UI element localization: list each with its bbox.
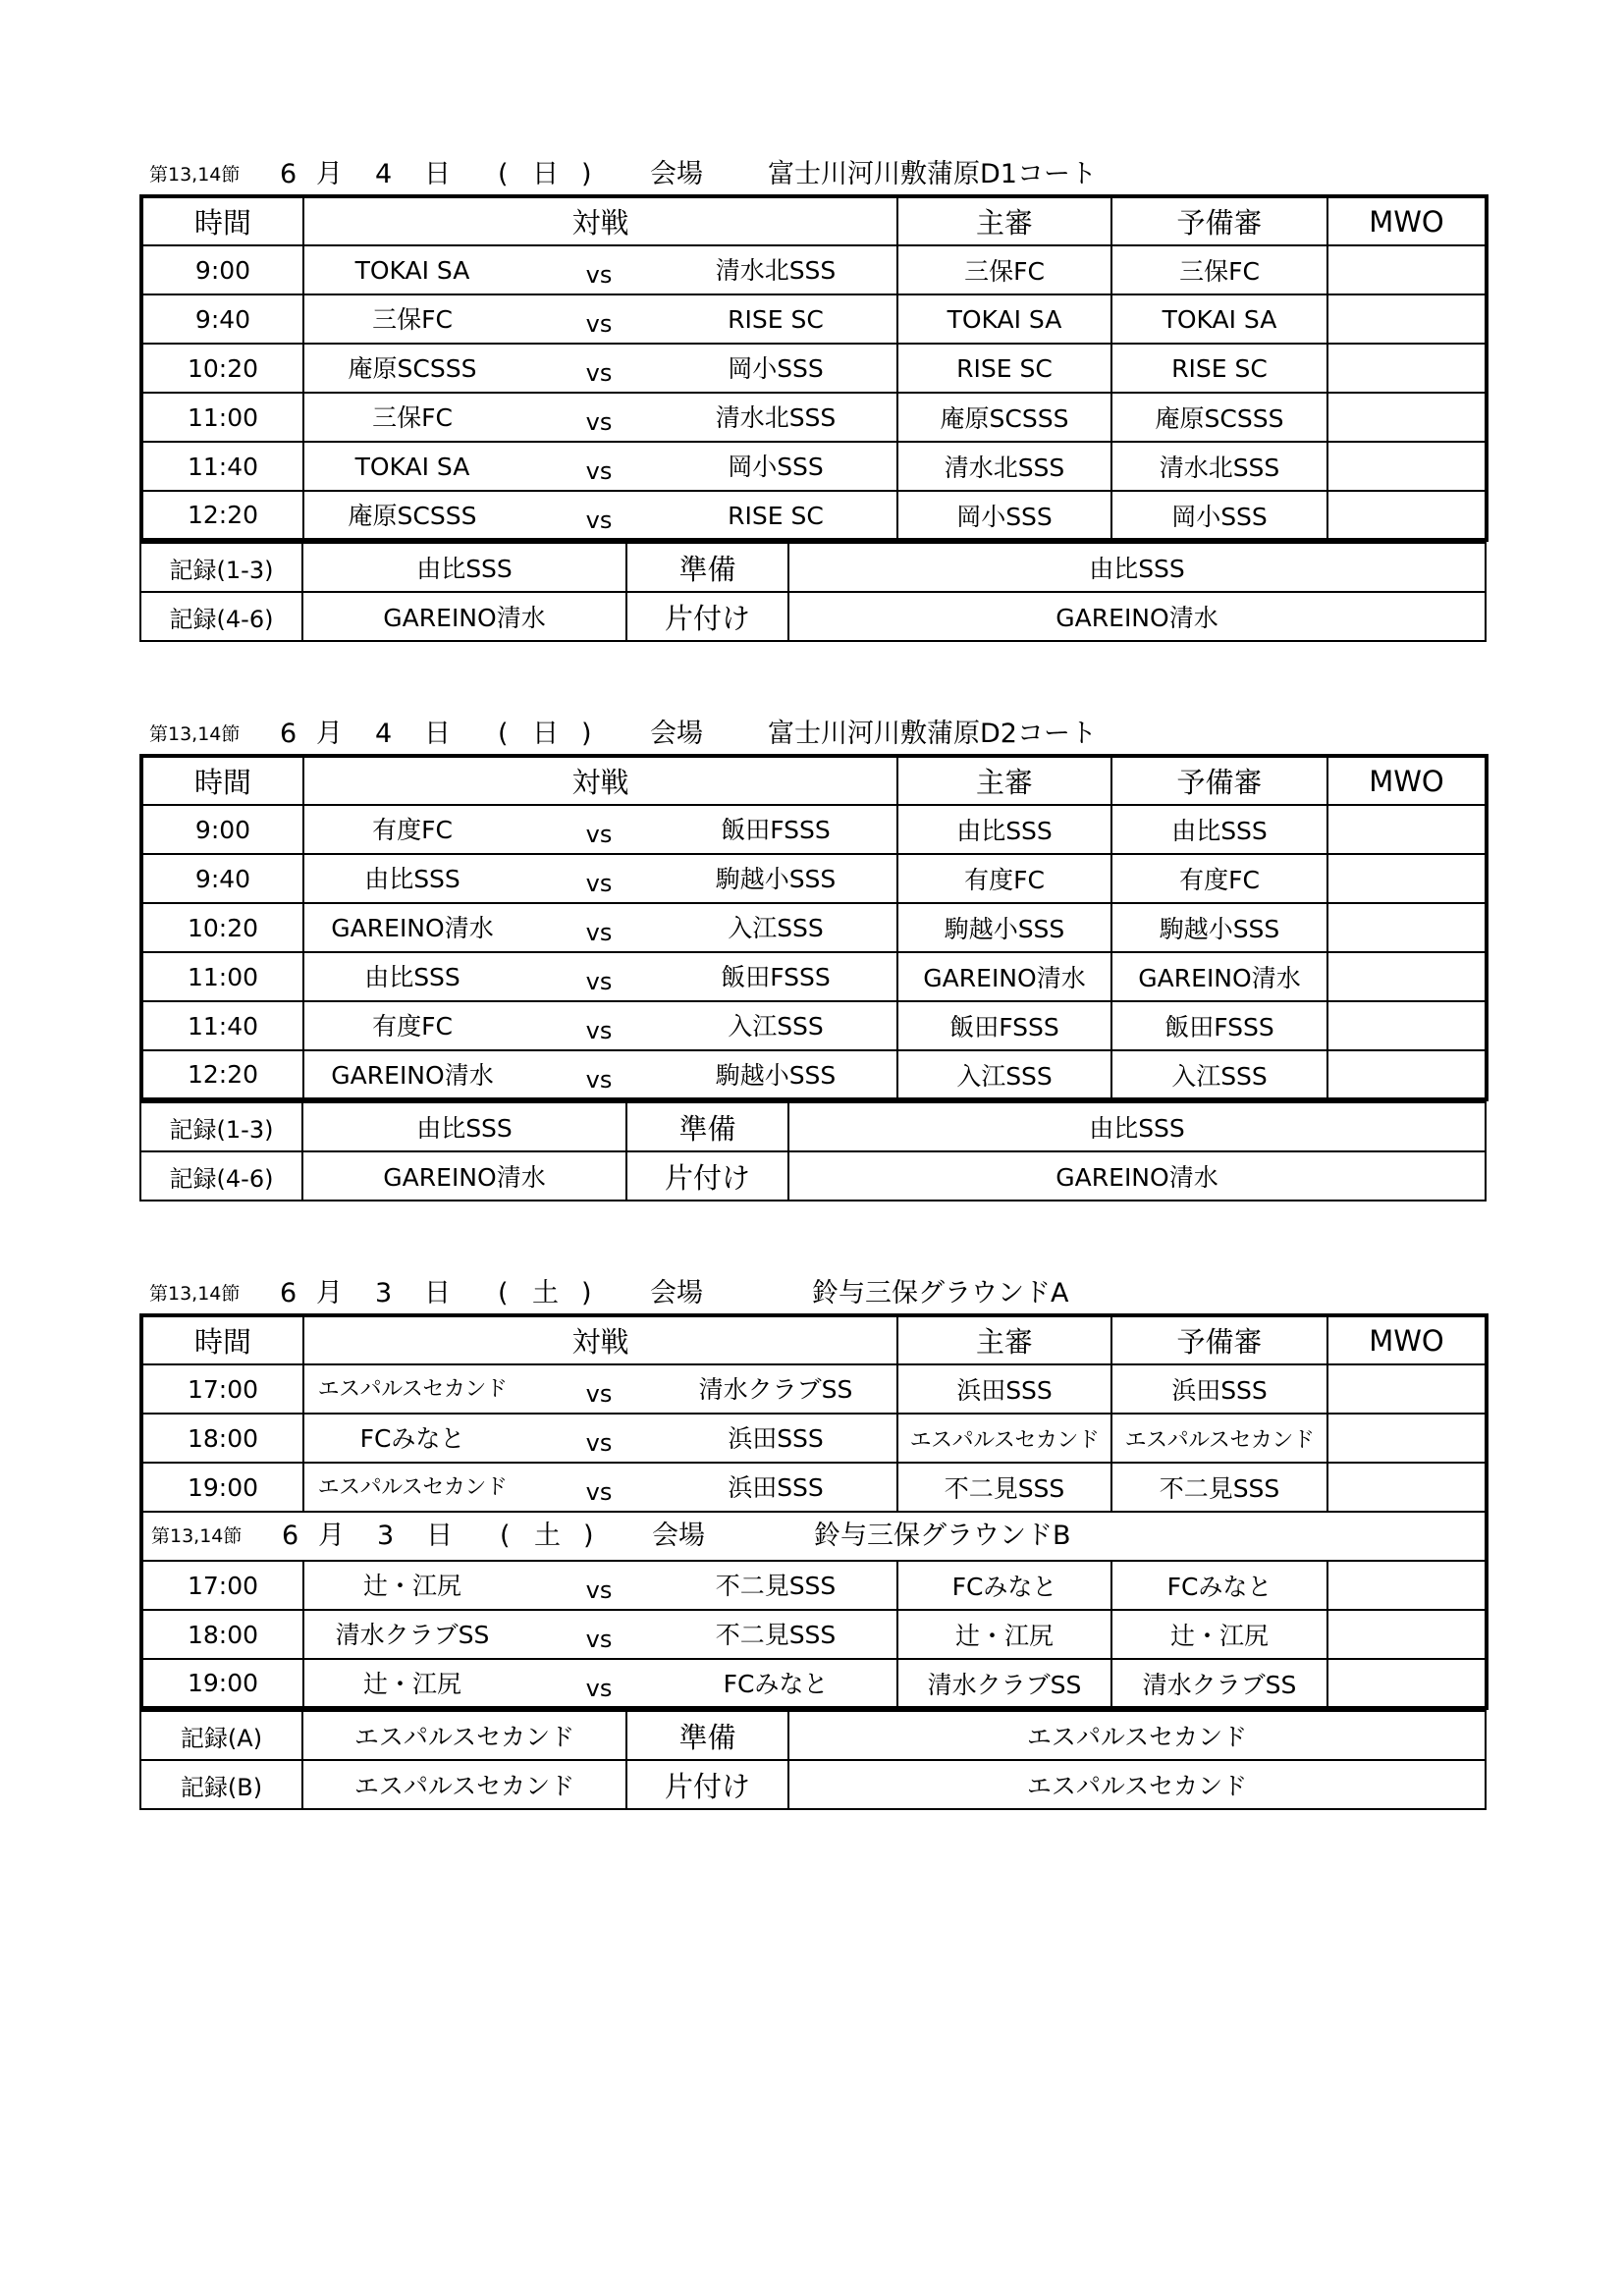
away-team: 岡小SSS bbox=[728, 354, 824, 383]
away-team: 不二見SSS bbox=[715, 1621, 837, 1649]
mwo-cell bbox=[1327, 442, 1487, 491]
day: 4 bbox=[375, 159, 393, 189]
reserve-referee: 三保FC bbox=[1111, 245, 1327, 294]
vs-label: vs bbox=[585, 1675, 613, 1702]
venue-name: 鈴与三保グラウンドA bbox=[812, 1278, 1069, 1308]
away-team: 清水北SSS bbox=[715, 403, 837, 432]
match-time: 12:20 bbox=[141, 491, 303, 540]
match-cell bbox=[303, 393, 897, 442]
task-team: 由比SSS bbox=[788, 1102, 1486, 1151]
weekday: 土 bbox=[534, 1521, 561, 1551]
vs-label: vs bbox=[585, 310, 613, 338]
section-header bbox=[139, 715, 1485, 754]
referee: エスパルスセカンド bbox=[897, 1414, 1111, 1463]
table-header-row bbox=[141, 1315, 1487, 1364]
duty-row bbox=[140, 1151, 1486, 1201]
match-table bbox=[139, 194, 1489, 542]
record-label: 記録(1-3) bbox=[140, 1102, 302, 1151]
match-table bbox=[139, 1313, 1489, 1710]
home-team: FCみなと bbox=[359, 1424, 465, 1453]
away-team: 入江SSS bbox=[728, 1012, 824, 1041]
table-row bbox=[141, 442, 1487, 491]
table-row bbox=[141, 491, 1487, 540]
venue-name: 富士川河川敷蒲原D1コート bbox=[768, 159, 1097, 189]
task-label: 準備 bbox=[626, 543, 788, 592]
referee: 入江SSS bbox=[897, 1050, 1111, 1099]
reserve-referee: エスパルスセカンド bbox=[1111, 1414, 1327, 1463]
reserve-referee: 清水クラブSS bbox=[1111, 1659, 1327, 1708]
match-time: 11:00 bbox=[141, 393, 303, 442]
away-team: 飯田FSSS bbox=[721, 963, 831, 991]
home-team: 辻・江尻 bbox=[362, 1572, 461, 1600]
day-unit: 日 bbox=[424, 1278, 451, 1308]
mwo-cell bbox=[1327, 1001, 1487, 1050]
reserve-referee: 清水北SSS bbox=[1111, 442, 1327, 491]
table-row bbox=[141, 1001, 1487, 1050]
task-team: GAREINO清水 bbox=[788, 592, 1486, 641]
vs-label: vs bbox=[585, 457, 613, 485]
match-time: 11:40 bbox=[141, 442, 303, 491]
duty-row bbox=[140, 543, 1486, 592]
match-time: 9:40 bbox=[141, 294, 303, 344]
record-label: 記録(B) bbox=[140, 1760, 302, 1809]
task-team: エスパルスセカンド bbox=[788, 1760, 1486, 1809]
match-time: 10:20 bbox=[141, 344, 303, 393]
col-time: 時間 bbox=[141, 756, 303, 805]
reserve-referee: RISE SC bbox=[1111, 344, 1327, 393]
reserve-referee: 有度FC bbox=[1111, 854, 1327, 903]
match-cell bbox=[303, 805, 897, 854]
col-mwo: MWO bbox=[1327, 756, 1487, 805]
referee: 庵原SCSSS bbox=[897, 393, 1111, 442]
sub-venue-cell bbox=[141, 1512, 1487, 1561]
home-team: GAREINO清水 bbox=[331, 914, 494, 942]
mwo-cell bbox=[1327, 245, 1487, 294]
weekday-open: ( bbox=[498, 159, 509, 189]
weekday-close: ) bbox=[581, 719, 592, 749]
venue-label: 会場 bbox=[650, 159, 703, 189]
task-team: 由比SSS bbox=[788, 543, 1486, 592]
away-team: 清水クラブSS bbox=[698, 1375, 853, 1404]
vs-label: vs bbox=[585, 507, 613, 534]
table-row bbox=[141, 952, 1487, 1001]
home-team: エスパルスセカンド bbox=[317, 1475, 508, 1500]
venue-name: 鈴与三保グラウンドB bbox=[814, 1521, 1071, 1551]
match-time: 9:00 bbox=[141, 805, 303, 854]
away-team: 飯田FSSS bbox=[721, 816, 831, 844]
table-row bbox=[141, 1414, 1487, 1463]
home-team: TOKAI SA bbox=[354, 453, 470, 481]
record-team: GAREINO清水 bbox=[302, 1151, 626, 1201]
sub-venue-header bbox=[143, 1513, 1485, 1560]
reserve-referee: TOKAI SA bbox=[1111, 294, 1327, 344]
table-row bbox=[141, 903, 1487, 952]
referee: 岡小SSS bbox=[897, 491, 1111, 540]
col-time: 時間 bbox=[141, 1315, 303, 1364]
vs-label: vs bbox=[585, 1380, 613, 1408]
reserve-referee: FCみなと bbox=[1111, 1561, 1327, 1610]
col-match: 対戦 bbox=[303, 196, 897, 245]
month-unit: 月 bbox=[316, 159, 343, 189]
table-row bbox=[141, 1561, 1487, 1610]
record-team: 由比SSS bbox=[302, 543, 626, 592]
day: 4 bbox=[375, 719, 393, 749]
vs-label: vs bbox=[585, 821, 613, 848]
match-time: 9:00 bbox=[141, 245, 303, 294]
match-time: 11:40 bbox=[141, 1001, 303, 1050]
match-time: 18:00 bbox=[141, 1610, 303, 1659]
referee: 清水北SSS bbox=[897, 442, 1111, 491]
col-reserve: 予備審 bbox=[1111, 756, 1327, 805]
referee: RISE SC bbox=[897, 344, 1111, 393]
duty-table bbox=[139, 1101, 1487, 1201]
vs-label: vs bbox=[585, 1478, 613, 1506]
duty-row bbox=[140, 1102, 1486, 1151]
match-time: 11:00 bbox=[141, 952, 303, 1001]
match-time: 12:20 bbox=[141, 1050, 303, 1099]
vs-label: vs bbox=[585, 1576, 613, 1604]
task-label: 片付け bbox=[626, 1760, 788, 1809]
table-row bbox=[141, 805, 1487, 854]
reserve-referee: 浜田SSS bbox=[1111, 1364, 1327, 1414]
match-cell bbox=[303, 491, 897, 540]
day: 3 bbox=[375, 1278, 393, 1308]
duty-row bbox=[140, 1711, 1486, 1760]
weekday-close: ) bbox=[581, 159, 592, 189]
table-row bbox=[141, 1610, 1487, 1659]
duty-table bbox=[139, 542, 1487, 642]
match-cell bbox=[303, 1364, 897, 1414]
home-team: TOKAI SA bbox=[354, 256, 470, 285]
table-row bbox=[141, 1364, 1487, 1414]
referee: 辻・江尻 bbox=[897, 1610, 1111, 1659]
match-cell bbox=[303, 1414, 897, 1463]
month: 6 bbox=[282, 1521, 299, 1551]
vs-label: vs bbox=[585, 1066, 613, 1094]
home-team: 庵原SCSSS bbox=[348, 502, 477, 530]
col-reserve: 予備審 bbox=[1111, 1315, 1327, 1364]
weekday-close: ) bbox=[583, 1521, 594, 1551]
reserve-referee: 飯田FSSS bbox=[1111, 1001, 1327, 1050]
record-label: 記録(1-3) bbox=[140, 543, 302, 592]
section-header bbox=[139, 1274, 1485, 1313]
col-referee: 主審 bbox=[897, 756, 1111, 805]
record-label: 記録(4-6) bbox=[140, 1151, 302, 1201]
mwo-cell bbox=[1327, 344, 1487, 393]
vs-label: vs bbox=[585, 1429, 613, 1457]
referee: 清水クラブSS bbox=[897, 1659, 1111, 1708]
col-referee: 主審 bbox=[897, 1315, 1111, 1364]
match-time: 19:00 bbox=[141, 1659, 303, 1708]
match-cell bbox=[303, 854, 897, 903]
duty-row bbox=[140, 592, 1486, 641]
referee: 三保FC bbox=[897, 245, 1111, 294]
table-header-row bbox=[141, 196, 1487, 245]
day-unit: 日 bbox=[424, 159, 451, 189]
month: 6 bbox=[280, 719, 298, 749]
match-time: 19:00 bbox=[141, 1463, 303, 1512]
away-team: 岡小SSS bbox=[728, 453, 824, 481]
table-row bbox=[141, 344, 1487, 393]
home-team: 由比SSS bbox=[364, 963, 460, 991]
referee: 由比SSS bbox=[897, 805, 1111, 854]
table-row bbox=[141, 1050, 1487, 1099]
mwo-cell bbox=[1327, 1463, 1487, 1512]
venue-name: 富士川河川敷蒲原D2コート bbox=[768, 719, 1097, 749]
mwo-cell bbox=[1327, 1364, 1487, 1414]
section-number: 第13,14節 bbox=[151, 1525, 243, 1547]
duty-table bbox=[139, 1710, 1487, 1810]
table-row bbox=[141, 854, 1487, 903]
task-team: GAREINO清水 bbox=[788, 1151, 1486, 1201]
reserve-referee: GAREINO清水 bbox=[1111, 952, 1327, 1001]
reserve-referee: 駒越小SSS bbox=[1111, 903, 1327, 952]
record-label: 記録(4-6) bbox=[140, 592, 302, 641]
referee: GAREINO清水 bbox=[897, 952, 1111, 1001]
mwo-cell bbox=[1327, 1610, 1487, 1659]
match-cell bbox=[303, 1001, 897, 1050]
table-row bbox=[141, 245, 1487, 294]
reserve-referee: 不二見SSS bbox=[1111, 1463, 1327, 1512]
col-mwo: MWO bbox=[1327, 1315, 1487, 1364]
month: 6 bbox=[280, 1278, 298, 1308]
day-unit: 日 bbox=[426, 1521, 453, 1551]
home-team: 辻・江尻 bbox=[362, 1670, 461, 1698]
home-team: 三保FC bbox=[372, 403, 453, 432]
col-referee: 主審 bbox=[897, 196, 1111, 245]
referee: 駒越小SSS bbox=[897, 903, 1111, 952]
match-cell bbox=[303, 1561, 897, 1610]
referee: 浜田SSS bbox=[897, 1364, 1111, 1414]
mwo-cell bbox=[1327, 1414, 1487, 1463]
away-team: 駒越小SSS bbox=[715, 1061, 837, 1090]
mwo-cell bbox=[1327, 854, 1487, 903]
away-team: 浜田SSS bbox=[728, 1424, 824, 1453]
venue-label: 会場 bbox=[652, 1521, 705, 1551]
reserve-referee: 庵原SCSSS bbox=[1111, 393, 1327, 442]
record-label: 記録(A) bbox=[140, 1711, 302, 1760]
task-label: 準備 bbox=[626, 1711, 788, 1760]
weekday: 日 bbox=[532, 719, 559, 749]
away-team: 浜田SSS bbox=[728, 1473, 824, 1502]
col-time: 時間 bbox=[141, 196, 303, 245]
schedule-section-d1 bbox=[139, 155, 1485, 642]
month-unit: 月 bbox=[316, 719, 343, 749]
home-team: 有度FC bbox=[372, 816, 453, 844]
reserve-referee: 入江SSS bbox=[1111, 1050, 1327, 1099]
vs-label: vs bbox=[585, 261, 613, 289]
vs-label: vs bbox=[585, 870, 613, 897]
vs-label: vs bbox=[585, 968, 613, 995]
task-label: 準備 bbox=[626, 1102, 788, 1151]
home-team: 由比SSS bbox=[364, 865, 460, 893]
section-number: 第13,14節 bbox=[149, 1283, 241, 1305]
col-mwo: MWO bbox=[1327, 196, 1487, 245]
vs-label: vs bbox=[585, 1626, 613, 1653]
record-team: エスパルスセカンド bbox=[302, 1711, 626, 1760]
referee: TOKAI SA bbox=[897, 294, 1111, 344]
weekday-open: ( bbox=[500, 1521, 511, 1551]
record-team: 由比SSS bbox=[302, 1102, 626, 1151]
month: 6 bbox=[280, 159, 298, 189]
referee: FCみなと bbox=[897, 1561, 1111, 1610]
match-cell bbox=[303, 1610, 897, 1659]
match-time: 9:40 bbox=[141, 854, 303, 903]
task-team: エスパルスセカンド bbox=[788, 1711, 1486, 1760]
match-cell bbox=[303, 1050, 897, 1099]
mwo-cell bbox=[1327, 491, 1487, 540]
home-team: 三保FC bbox=[372, 305, 453, 334]
away-team: FCみなと bbox=[723, 1670, 829, 1698]
venue-label: 会場 bbox=[650, 1278, 703, 1308]
mwo-cell bbox=[1327, 294, 1487, 344]
sub-venue-row bbox=[141, 1512, 1487, 1561]
section-number: 第13,14節 bbox=[149, 723, 241, 745]
weekday-open: ( bbox=[498, 1278, 509, 1308]
referee: 飯田FSSS bbox=[897, 1001, 1111, 1050]
duty-row bbox=[140, 1760, 1486, 1809]
mwo-cell bbox=[1327, 805, 1487, 854]
home-team: 有度FC bbox=[372, 1012, 453, 1041]
away-team: RISE SC bbox=[728, 305, 824, 334]
table-row bbox=[141, 294, 1487, 344]
match-cell bbox=[303, 903, 897, 952]
match-time: 10:20 bbox=[141, 903, 303, 952]
task-label: 片付け bbox=[626, 592, 788, 641]
away-team: 清水北SSS bbox=[715, 256, 837, 285]
home-team: 清水クラブSS bbox=[335, 1621, 490, 1649]
away-team: RISE SC bbox=[728, 502, 824, 530]
match-time: 17:00 bbox=[141, 1364, 303, 1414]
month-unit: 月 bbox=[318, 1521, 345, 1551]
section-header bbox=[139, 155, 1485, 194]
reserve-referee: 由比SSS bbox=[1111, 805, 1327, 854]
match-cell bbox=[303, 442, 897, 491]
vs-label: vs bbox=[585, 359, 613, 387]
match-table bbox=[139, 754, 1489, 1101]
day-unit: 日 bbox=[424, 719, 451, 749]
away-team: 不二見SSS bbox=[715, 1572, 837, 1600]
mwo-cell bbox=[1327, 1050, 1487, 1099]
col-match: 対戦 bbox=[303, 756, 897, 805]
match-cell bbox=[303, 245, 897, 294]
vs-label: vs bbox=[585, 919, 613, 946]
mwo-cell bbox=[1327, 1561, 1487, 1610]
match-cell bbox=[303, 344, 897, 393]
weekday-close: ) bbox=[581, 1278, 592, 1308]
table-row bbox=[141, 1463, 1487, 1512]
col-match: 対戦 bbox=[303, 1315, 897, 1364]
referee: 不二見SSS bbox=[897, 1463, 1111, 1512]
weekday: 土 bbox=[532, 1278, 559, 1308]
task-label: 片付け bbox=[626, 1151, 788, 1201]
reserve-referee: 岡小SSS bbox=[1111, 491, 1327, 540]
reserve-referee: 辻・江尻 bbox=[1111, 1610, 1327, 1659]
schedule-section-miho bbox=[139, 1274, 1485, 1810]
mwo-cell bbox=[1327, 952, 1487, 1001]
home-team: GAREINO清水 bbox=[331, 1061, 494, 1090]
match-cell bbox=[303, 1463, 897, 1512]
col-reserve: 予備審 bbox=[1111, 196, 1327, 245]
mwo-cell bbox=[1327, 1659, 1487, 1708]
vs-label: vs bbox=[585, 408, 613, 436]
match-cell bbox=[303, 1659, 897, 1708]
away-team: 駒越小SSS bbox=[715, 865, 837, 893]
record-team: エスパルスセカンド bbox=[302, 1760, 626, 1809]
table-row bbox=[141, 1659, 1487, 1708]
mwo-cell bbox=[1327, 393, 1487, 442]
referee: 有度FC bbox=[897, 854, 1111, 903]
venue-label: 会場 bbox=[650, 719, 703, 749]
record-team: GAREINO清水 bbox=[302, 592, 626, 641]
home-team: エスパルスセカンド bbox=[317, 1377, 508, 1402]
schedule-section-d2 bbox=[139, 715, 1485, 1201]
match-time: 17:00 bbox=[141, 1561, 303, 1610]
weekday: 日 bbox=[532, 159, 559, 189]
match-cell bbox=[303, 294, 897, 344]
day: 3 bbox=[377, 1521, 395, 1551]
home-team: 庵原SCSSS bbox=[348, 354, 477, 383]
match-cell bbox=[303, 952, 897, 1001]
mwo-cell bbox=[1327, 903, 1487, 952]
table-row bbox=[141, 393, 1487, 442]
match-time: 18:00 bbox=[141, 1414, 303, 1463]
month-unit: 月 bbox=[316, 1278, 343, 1308]
vs-label: vs bbox=[585, 1017, 613, 1044]
away-team: 入江SSS bbox=[728, 914, 824, 942]
table-header-row bbox=[141, 756, 1487, 805]
weekday-open: ( bbox=[498, 719, 509, 749]
section-number: 第13,14節 bbox=[149, 164, 241, 186]
